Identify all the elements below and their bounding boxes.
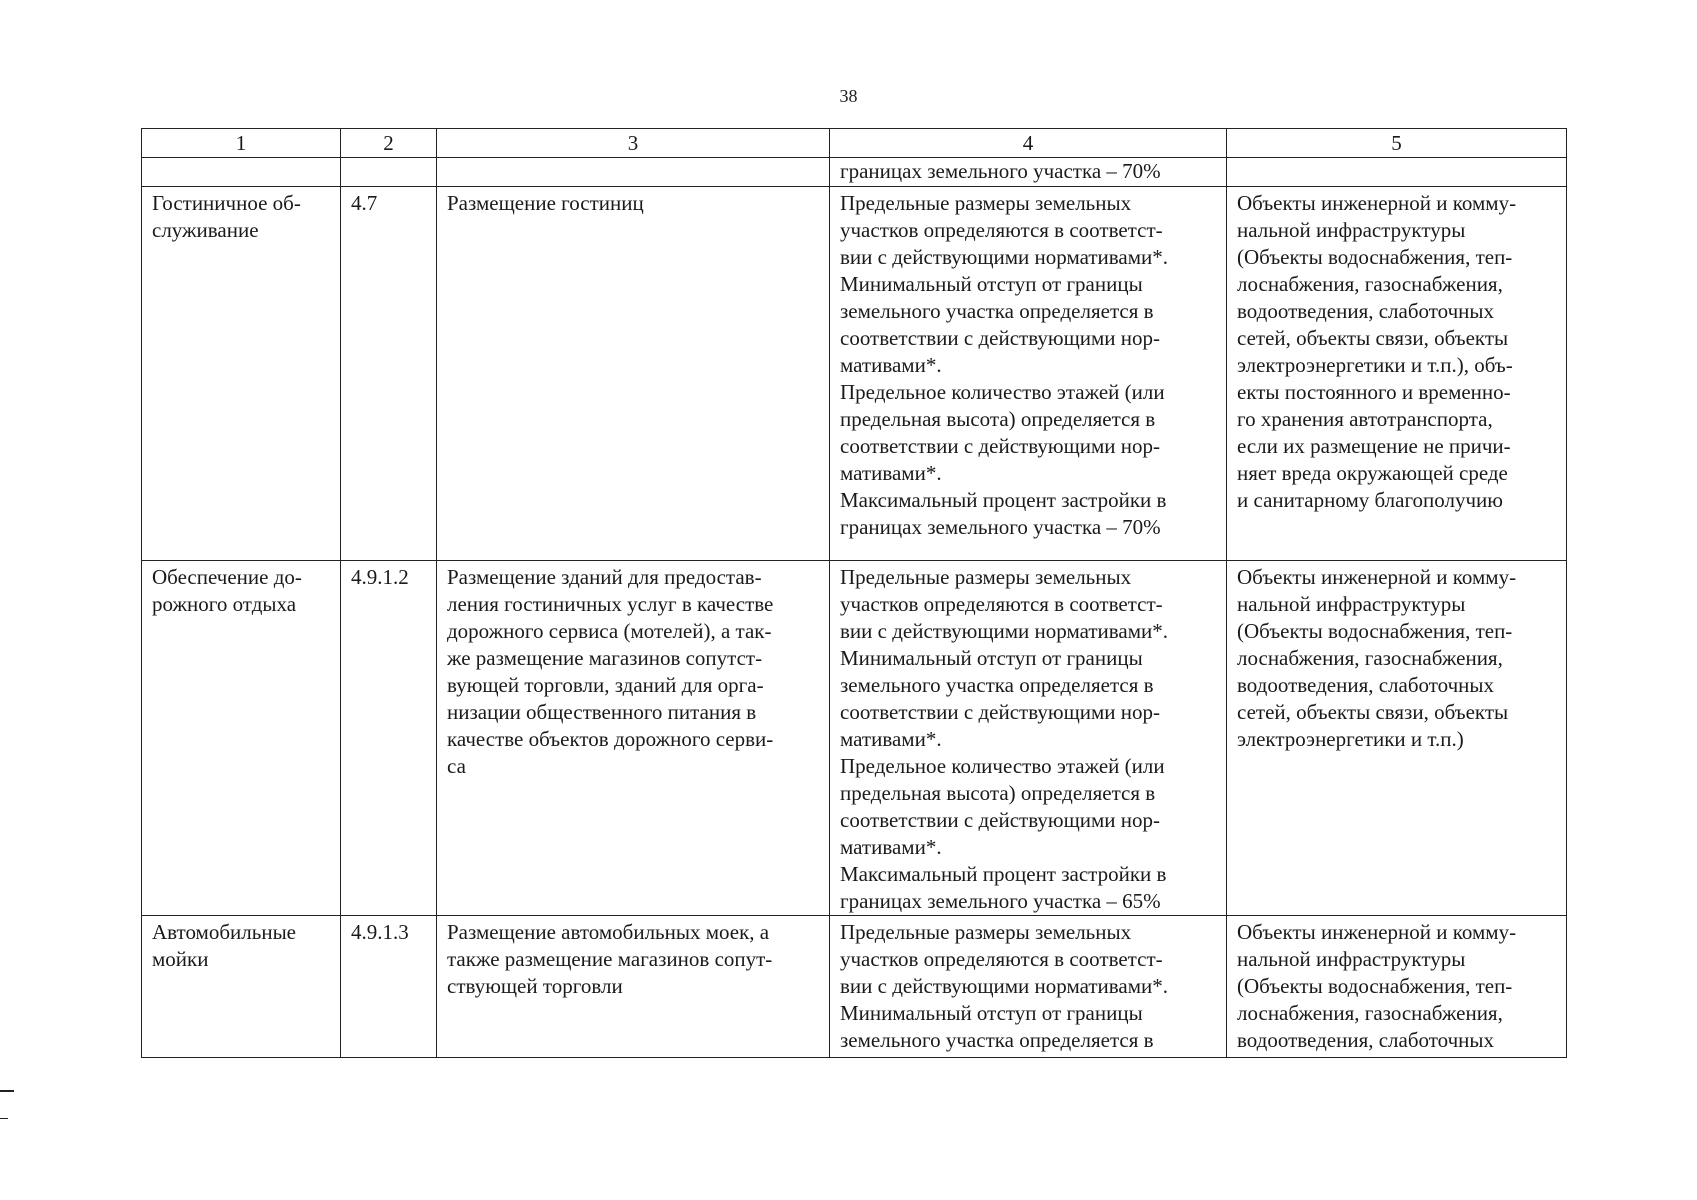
auxiliary-use-cell: Объекты инженерной и комму- нальной инфраструктуры (Объекты водоснабжения, теп- лоснабжения, газоснабжения, водоотведения, слаботочных сетей, объекты связи, объекты электроэнергетики и т.п.) bbox=[1227, 561, 1567, 916]
auxiliary-use-cell: Объекты инженерной и комму- нальной инфраструктуры (Объекты водоснабжения, теп- лоснабжения, газоснабжения, водоотведения, слаботочных сетей, объекты связи, объекты электроэнергетики и т.п.), объ- екты постоянного и временно- го хранения автотранспорта, если их размещение не причи- няет вреда окружающей среде и санитарному благополучию bbox=[1227, 187, 1567, 561]
table-row bbox=[142, 187, 1567, 561]
use-type-cell: Гостиничное об- служивание bbox=[142, 187, 341, 561]
table-row bbox=[142, 916, 1567, 1058]
column-header: 2 bbox=[341, 129, 437, 158]
parameters-cell: Предельные размеры земельных участков определяются в соответст- вии с действующими нормативами*. Минимальный отступ от границы земельного участка определяется в соответствии с действующими нор- мативами*. Предельное количество этажей (или предельная высота) определяется в соответствии с действующими нор- мативами*. Максимальный процент застройки в границах земельного участка – 65% bbox=[830, 561, 1227, 916]
use-type-cell: Автомобильные мойки bbox=[142, 916, 341, 1058]
column-header: 4 bbox=[830, 129, 1227, 158]
table-row bbox=[142, 561, 1567, 916]
code-cell: 4.9.1.2 bbox=[341, 561, 437, 916]
column-header: 1 bbox=[142, 129, 341, 158]
description-cell: Размещение автомобильных моек, а также размещение магазинов сопут- ствующей торговли bbox=[437, 916, 830, 1058]
column-header: 5 bbox=[1227, 129, 1567, 158]
code-cell: 4.9.1.3 bbox=[341, 916, 437, 1058]
parameters-cell: Предельные размеры земельных участков определяются в соответст- вии с действующими нормативами*. Минимальный отступ от границы земельного участка определяется в соответствии с действующими нор- мативами*. Предельное количество этажей (или предельная высота) определяется в соответствии с действующими нор- мативами*. Максимальный процент застройки в границах земельного участка – 70% bbox=[830, 187, 1227, 561]
continuation-row bbox=[142, 158, 1567, 187]
description-cell: Размещение зданий для предостав- ления гостиничных услуг в качестве дорожного сервиса (мотелей), а так- же размещение магазинов сопутст- вующей торговли, зданий для орга- низации общественного питания в качестве объектов дорожного серви- са bbox=[437, 561, 830, 916]
zoning-table bbox=[141, 128, 1567, 1058]
parameters-cell: Предельные размеры земельных участков определяются в соответст- вии с действующими нормативами*. Минимальный отступ от границы земельного участка определяется в bbox=[830, 916, 1227, 1058]
description-cell: Размещение гостиниц bbox=[437, 187, 830, 561]
column-header: 3 bbox=[437, 129, 830, 158]
code-cell: 4.7 bbox=[341, 187, 437, 561]
header-row bbox=[142, 129, 1567, 158]
page-number: 38 bbox=[839, 86, 858, 106]
table-cell bbox=[142, 158, 341, 187]
table-cell bbox=[341, 158, 437, 187]
auxiliary-use-cell: Объекты инженерной и комму- нальной инфраструктуры (Объекты водоснабжения, теп- лоснабжения, газоснабжения, водоотведения, слаботочных bbox=[1227, 916, 1567, 1058]
table-cell bbox=[437, 158, 830, 187]
table-cell: границах земельного участка – 70% bbox=[830, 158, 1227, 187]
margin-mark bbox=[0, 1118, 8, 1119]
margin-mark bbox=[0, 1090, 14, 1092]
table-cell bbox=[1227, 158, 1567, 187]
use-type-cell: Обеспечение до- рожного отдыха bbox=[142, 561, 341, 916]
